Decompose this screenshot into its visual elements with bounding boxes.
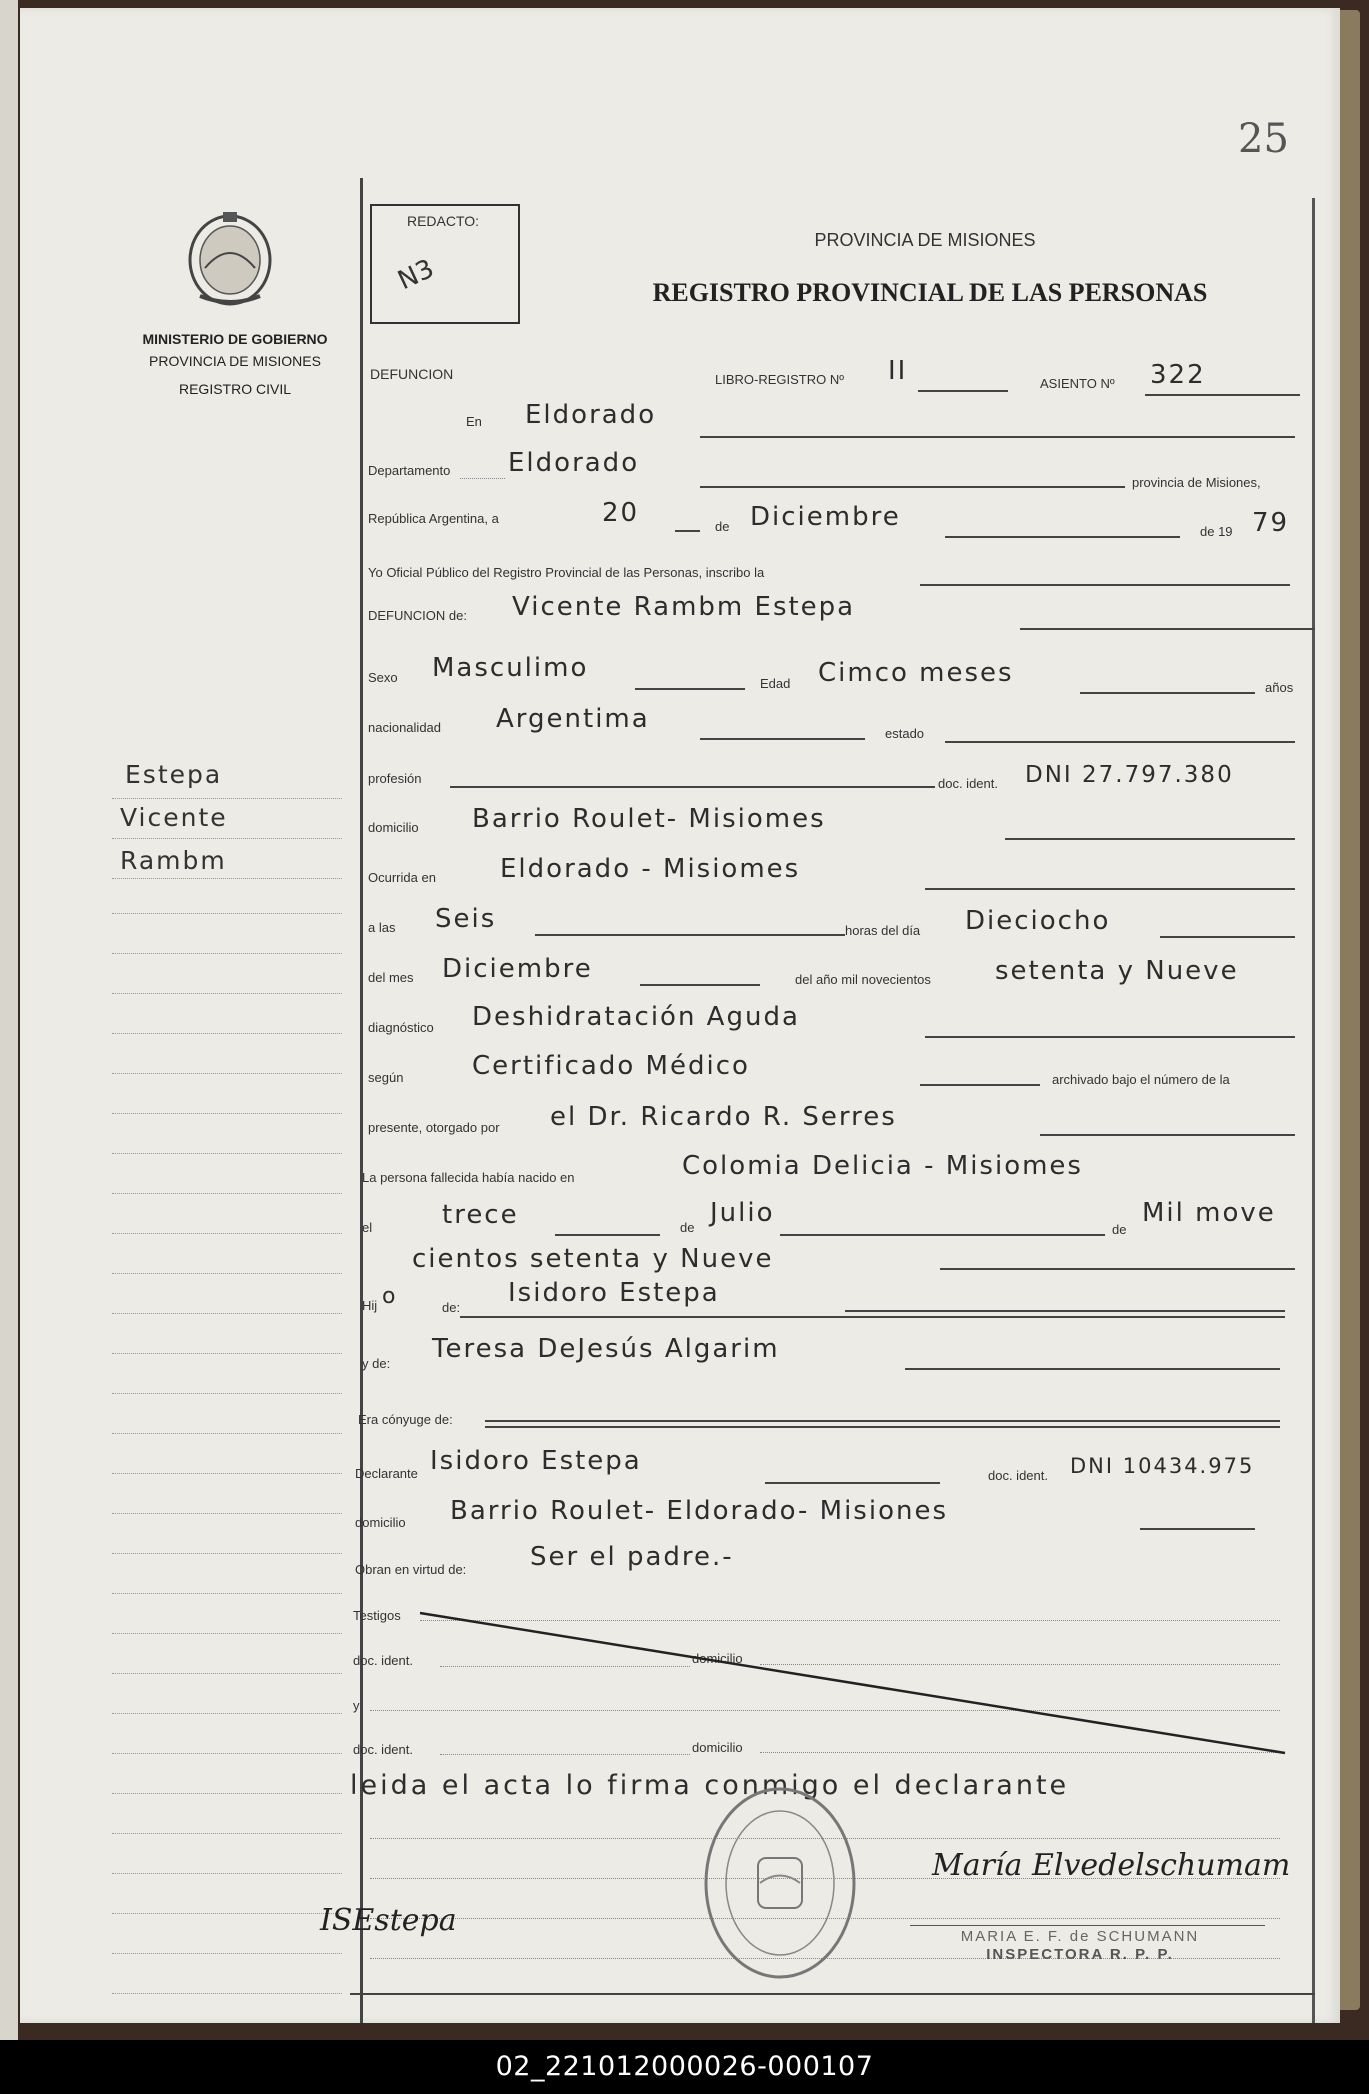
margin-line	[112, 1993, 342, 1994]
domicilio-label: domicilio	[368, 820, 419, 835]
ocurrida-label: Ocurrida en	[368, 870, 436, 885]
docident-label: doc. ident.	[938, 776, 998, 791]
conyuge-line	[485, 1420, 1280, 1422]
asiento-value: 322	[1150, 360, 1206, 390]
domicilio-line	[1005, 838, 1295, 840]
oficial-line	[920, 584, 1290, 586]
julio-value: Julio	[710, 1198, 775, 1228]
margin-note-name1: Vicente	[120, 803, 228, 832]
cross-out-line	[415, 1608, 1290, 1758]
official-signature: María Elvedelschumam	[932, 1848, 1291, 1883]
alas-line	[535, 934, 845, 936]
provincia-suffix: provincia de Misiones,	[1132, 475, 1261, 490]
ocurrida-line	[925, 888, 1295, 890]
de-label: de	[715, 519, 730, 534]
segun-label: según	[368, 1070, 404, 1085]
horas-line	[1160, 936, 1295, 938]
hijo-underline	[460, 1316, 1285, 1318]
margin-line	[112, 1953, 342, 1954]
official-stamp-icon	[700, 1783, 860, 1983]
margin-note-name2: Rambm	[120, 846, 227, 875]
decl-dom-label: domicilio	[355, 1515, 406, 1530]
hijo-de-label: de:	[442, 1300, 461, 1315]
margin-line	[112, 1473, 342, 1474]
leida-text: leida el acta lo firma conmigo el declarante	[350, 1770, 1070, 1801]
presente-value: el Dr. Ricardo R. Serres	[550, 1102, 897, 1132]
ministry-name: MINISTERIO DE GOBIERNO	[142, 331, 328, 347]
mil-value: Mil move	[1142, 1198, 1276, 1228]
margin-line	[112, 1913, 342, 1914]
mes-value: Diciembre	[750, 502, 901, 532]
el-label: el	[362, 1220, 373, 1235]
image-caption: 02_221012000026-000107	[0, 2040, 1369, 2094]
yde-label: y de:	[362, 1356, 391, 1371]
margin-line	[112, 1593, 342, 1594]
margin-line	[112, 1313, 342, 1314]
coat-of-arms-icon	[185, 208, 275, 308]
asiento-label: ASIENTO Nº	[1040, 376, 1115, 391]
margin-line	[112, 913, 342, 914]
presente-line	[1040, 1134, 1295, 1136]
dia-value: 20	[602, 498, 640, 528]
margin-line	[112, 1433, 342, 1434]
asiento-line	[1145, 394, 1300, 396]
anio-value: 79	[1252, 508, 1290, 538]
departamento-value: Eldorado	[508, 448, 640, 478]
hijo-line	[845, 1310, 1285, 1312]
declarante-value: Isidoro Estepa	[430, 1446, 642, 1476]
testigo2-doc-label: doc. ident.	[353, 1742, 413, 1757]
defuncion-line	[1020, 628, 1315, 630]
margin-line	[112, 1073, 342, 1074]
archivado-label: archivado bajo el número de la	[1052, 1072, 1230, 1087]
mes-line	[945, 536, 1180, 538]
margin-note-surname: Estepa	[125, 760, 223, 789]
ministry-registry: REGISTRO CIVIL	[178, 381, 292, 397]
alas-value: Seis	[435, 904, 497, 934]
profesion-line	[450, 786, 935, 788]
obran-value: Ser el padre.-	[530, 1542, 734, 1572]
horas-value: Dieciocho	[965, 906, 1111, 936]
dejulio-label: de	[680, 1220, 695, 1235]
defuncion-label: DEFUNCION de:	[368, 608, 467, 623]
conyuge-label: Era cónyuge de:	[358, 1412, 453, 1427]
diagnostico-label: diagnóstico	[368, 1020, 434, 1035]
margin-line	[112, 838, 342, 839]
decl-dom-value: Barrio Roulet- Eldorado- Misiones	[450, 1496, 949, 1526]
testigos-label: Testigos	[353, 1608, 401, 1623]
domicilio-value: Barrio Roulet- Misiomes	[472, 804, 826, 834]
yde-value: Teresa DeJesús Algarim	[432, 1334, 780, 1364]
sexo-value: Masculimo	[432, 653, 589, 683]
declarante-line	[765, 1482, 940, 1484]
redacto-value: N3	[393, 253, 439, 297]
delmes-value: Diciembre	[442, 954, 593, 984]
margin-line	[112, 1233, 342, 1234]
margin-line	[112, 878, 342, 879]
margin-line	[112, 1393, 342, 1394]
document-page	[20, 8, 1340, 2023]
nacido-label: La persona fallecida había nacido en	[362, 1170, 575, 1185]
presente-label: presente, otorgado por	[368, 1120, 500, 1135]
margin-line	[112, 798, 342, 799]
margin-line	[112, 1553, 342, 1554]
inspector-stamp	[900, 1928, 1260, 1964]
departamento-label: Departamento	[368, 463, 451, 478]
el-value: trece	[442, 1200, 519, 1230]
estado-line	[945, 741, 1295, 743]
dotted-line	[460, 478, 505, 479]
margin-line	[112, 1673, 342, 1674]
margin-line	[112, 1113, 342, 1114]
anos-label: años	[1265, 680, 1294, 695]
margin-line	[112, 1753, 342, 1754]
diagnostico-line	[925, 1036, 1295, 1038]
ministry-province: PROVINCIA DE MISIONES	[149, 353, 321, 369]
nacido-value: Colomia Delicia - Misiomes	[682, 1151, 1083, 1181]
delmes-label: del mes	[368, 970, 414, 985]
margin-line	[112, 1033, 342, 1034]
obran-label: Obran en virtud de:	[355, 1562, 467, 1577]
margin-line	[112, 1833, 342, 1834]
docident-value: DNI 27.797.380	[1025, 762, 1234, 788]
hijo-label: Hij	[362, 1298, 378, 1313]
ministry-heading	[120, 328, 350, 400]
page-number: 25	[1238, 116, 1289, 162]
de19-label: de 19	[1200, 524, 1233, 539]
margin-line	[112, 1193, 342, 1194]
defuncion-value: Vicente Rambm Estepa	[512, 592, 856, 622]
nacionalidad-line	[700, 738, 865, 740]
nacionalidad-value: Argentima	[496, 704, 650, 734]
decl-dom-line	[1140, 1528, 1255, 1530]
continuation-value: cientos setenta y Nueve	[412, 1244, 774, 1274]
province-heading: PROVINCIA DE MISIONES	[814, 230, 1036, 250]
signature-line	[910, 1925, 1265, 1926]
anio-mil-label: del año mil novecientos	[795, 972, 931, 987]
segun-value: Certificado Médico	[472, 1051, 750, 1081]
margin-line	[112, 1273, 342, 1274]
nacionalidad-label: nacionalidad	[368, 720, 442, 735]
libro-label: LIBRO-REGISTRO Nº	[715, 372, 844, 387]
margin-line	[112, 1353, 342, 1354]
hijo-value: Isidoro Estepa	[508, 1278, 720, 1308]
testigo-y-label: y	[353, 1698, 360, 1713]
en-value: Eldorado	[525, 400, 657, 430]
bottom-rule	[350, 1993, 1315, 1995]
declarant-signature: ISEstepa	[320, 1903, 457, 1938]
margin-line	[112, 1713, 342, 1714]
sexo-line	[635, 688, 745, 690]
horas-label: horas del día	[845, 923, 921, 938]
redacto-label: REDACTO:	[406, 213, 480, 229]
decl-doc-label: doc. ident.	[988, 1468, 1048, 1483]
oficial-text: Yo Oficial Público del Registro Provincial de las Personas, inscribo la	[368, 565, 765, 580]
dia-line	[675, 530, 700, 532]
registry-title: REGISTRO PROVINCIAL DE LAS PERSONAS	[652, 278, 1208, 307]
libro-line	[918, 390, 1008, 392]
inspector-name: MARIA E. F. de SCHUMANN	[960, 1928, 1200, 1945]
form-right-border	[1312, 198, 1315, 2023]
margin-line	[112, 993, 342, 994]
edad-value: Cimco meses	[818, 658, 1014, 688]
en-label: En	[466, 414, 482, 429]
segun-line	[920, 1084, 1040, 1086]
yde-line	[905, 1368, 1280, 1370]
el-line	[555, 1234, 660, 1236]
republica-label: República Argentina, a	[368, 511, 499, 526]
diagnostico-value: Deshidratación Aguda	[472, 1002, 800, 1032]
continuation-line	[940, 1268, 1295, 1270]
delmes-line	[640, 984, 760, 986]
testigo1-dom-label: domicilio	[692, 1651, 743, 1666]
estado-label: estado	[885, 726, 925, 741]
anio-mil-value: setenta y Nueve	[995, 956, 1239, 986]
testigo1-doc-label: doc. ident.	[353, 1653, 413, 1668]
inspector-title: INSPECTORA R. P. P.	[986, 1946, 1174, 1963]
margin-line	[112, 1153, 342, 1154]
en-line	[700, 436, 1295, 438]
declarante-label: Declarante	[355, 1466, 418, 1481]
ocurrida-value: Eldorado - Misiomes	[500, 854, 801, 884]
sexo-label: Sexo	[368, 670, 398, 685]
margin-line	[112, 1513, 342, 1514]
libro-value: II	[888, 356, 908, 386]
testigo2-dom-label: domicilio	[692, 1740, 743, 1755]
conyuge-line-2	[485, 1426, 1280, 1428]
margin-line	[112, 1793, 342, 1794]
julio-line	[780, 1234, 1105, 1236]
demil-label: de	[1112, 1222, 1127, 1237]
edad-label: Edad	[760, 676, 791, 691]
decl-doc-value: DNI 10434.975	[1070, 1454, 1255, 1478]
margin-line	[112, 953, 342, 954]
margin-line	[112, 1633, 342, 1634]
edad-line	[1080, 692, 1255, 694]
profesion-label: profesión	[368, 771, 422, 786]
book-spine	[0, 0, 18, 2040]
record-type: DEFUNCION	[370, 366, 454, 382]
alas-label: a las	[368, 920, 396, 935]
departamento-line	[700, 486, 1125, 488]
hijo-suffix: o	[382, 1284, 398, 1309]
margin-line	[112, 1873, 342, 1874]
